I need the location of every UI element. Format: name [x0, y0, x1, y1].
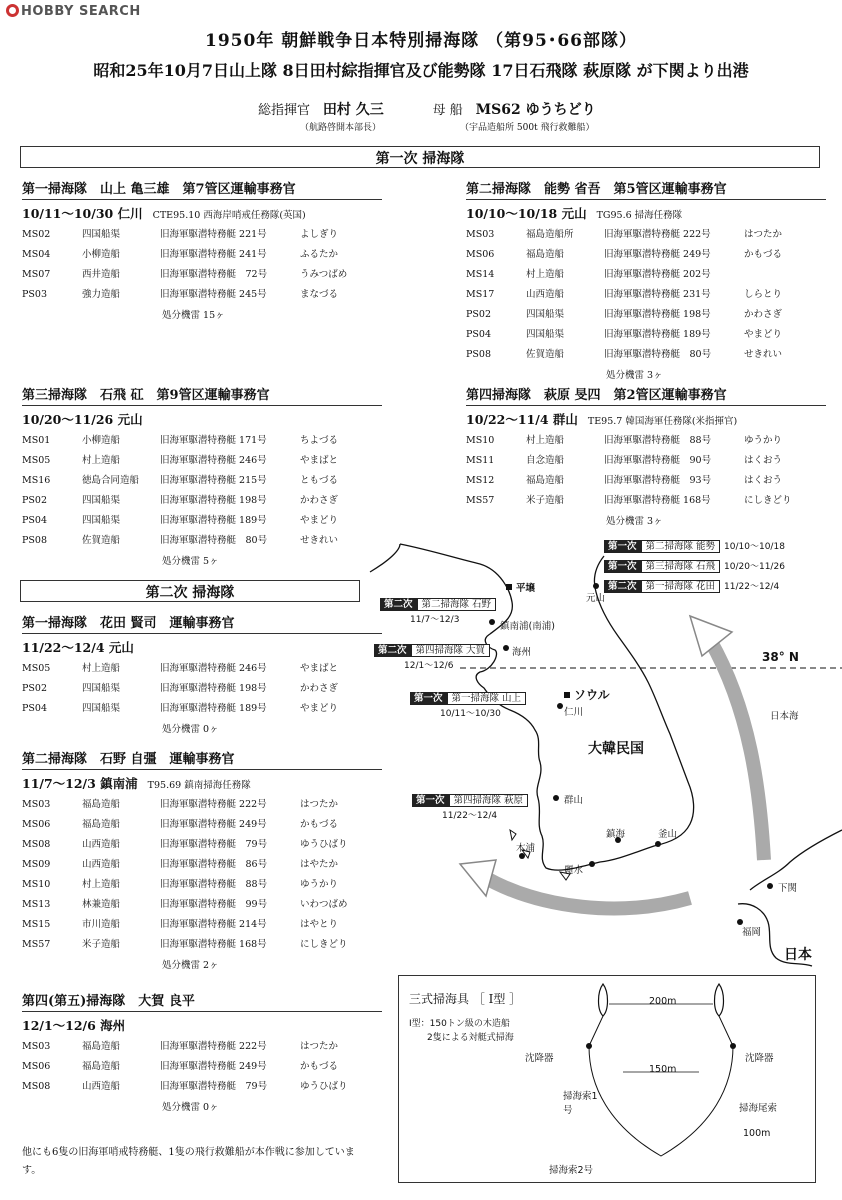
ship-id: MS03 [22, 799, 51, 810]
first-wave-banner: 第一次 掃海隊 [20, 146, 820, 168]
ship-yard: 市川造船 [82, 919, 121, 930]
second-wave-unit-2 [22, 748, 382, 971]
ship-list [22, 225, 382, 305]
ship-row [22, 699, 382, 719]
unit-task-force: CTE95.10 西海岸哨戒任務隊(英国) [152, 210, 306, 221]
map-tag-unit: 第一掃海隊 山上 [447, 692, 527, 705]
mines-disposed: 処分機雷 0ヶ [162, 1102, 219, 1113]
map-tag-wave: 第二次 [374, 644, 411, 657]
ship-yard: 村上造船 [526, 269, 565, 280]
first-wave-unit-3 [22, 384, 382, 567]
unit-period [22, 204, 382, 222]
ship-name: ゆうかり [744, 435, 783, 446]
ship-name: せきれい [300, 535, 339, 546]
map-tag [380, 596, 496, 625]
map-tag-unit: 第二掃海隊 石野 [417, 598, 497, 611]
ship-id: PS04 [22, 515, 47, 526]
ship-yard: 四国船渠 [82, 703, 121, 714]
map-tag-wave: 第一次 [410, 692, 447, 705]
ship-name: いわつばめ [300, 899, 348, 910]
place-sea-of-japan: 日本海 [770, 711, 799, 722]
unit-heading: 第一掃海隊 花田 賢司 運輸事務官 [22, 612, 382, 634]
ship-type: 旧海軍駆潜特務艇 79号 [160, 1081, 268, 1092]
ship-id: MS09 [22, 859, 51, 870]
ship-row [22, 265, 382, 285]
map-tag-dates: 11/22～12/4 [724, 582, 780, 592]
ship-row [22, 795, 382, 815]
ship-row [22, 835, 382, 855]
ship-type: 旧海軍駆潜特務艇 99号 [160, 899, 268, 910]
ship-id: MS10 [466, 435, 495, 446]
ship-row [22, 875, 382, 895]
ship-type: 旧海軍駆潜特務艇 249号 [160, 819, 267, 830]
diagram-sinker-right: 沈降器 [745, 1053, 774, 1064]
mines-disposed: 処分機雷 3ヶ [606, 370, 663, 381]
ship-yard: 福島造船所 [526, 229, 574, 240]
ship-type: 旧海軍駆潜特務艇 241号 [160, 249, 267, 260]
map-tag-dates: 12/1～12/6 [404, 661, 454, 671]
ship-yard: 福島造船 [82, 1061, 121, 1072]
ship-id: PS04 [22, 703, 47, 714]
ship-name: はくおう [744, 455, 783, 466]
diagram-tail-length: 100m [743, 1128, 771, 1139]
ship-type: 旧海軍駆潜特務艇 214号 [160, 919, 267, 930]
ship-list [466, 431, 826, 511]
place-pyongyang: 平壌 [516, 583, 536, 594]
logo-ring-icon [6, 4, 19, 17]
ship-id: MS57 [22, 939, 51, 950]
ship-type: 旧海軍駆潜特務艇 198号 [160, 683, 267, 694]
map-tag-wave: 第一次 [412, 794, 449, 807]
mines-disposed: 処分機雷 2ヶ [162, 960, 219, 971]
ship-row [22, 855, 382, 875]
place-busan: 釜山 [658, 829, 678, 840]
map-tag-unit: 第四掃海隊 萩原 [449, 794, 529, 807]
ship-type: 旧海軍駆潜特務艇 198号 [604, 309, 711, 320]
map-tag-dates: 10/20～11/26 [724, 562, 785, 572]
unit-task-force: T95.69 鎮南掃海任務隊 [147, 780, 251, 791]
ship-id: PS03 [22, 289, 47, 300]
ship-row [22, 1037, 382, 1057]
map-tag-unit: 第四掃海隊 大賀 [411, 644, 491, 657]
ship-type: 旧海軍駆潜特務艇 168号 [604, 495, 711, 506]
sweep-gear-drawing [399, 976, 817, 1184]
ship-type: 旧海軍駆潜特務艇 246号 [160, 663, 267, 674]
ship-id: MS04 [22, 249, 51, 260]
ship-id: PS08 [22, 535, 47, 546]
ship-row [466, 325, 826, 345]
ship-type: 旧海軍駆潜特務艇 189号 [604, 329, 711, 340]
ship-id: MS03 [22, 1041, 51, 1052]
unit-period-text: 12/1～12/6 海州 [22, 1018, 126, 1033]
ship-type: 旧海軍駆潜特務艇 171号 [160, 435, 267, 446]
ship-yard: 四国船渠 [82, 683, 121, 694]
diagram-desc-1: I型：150トン級の木造船 [409, 1019, 510, 1029]
ship-type: 旧海軍駆潜特務艇 80号 [604, 349, 712, 360]
ship-id: MS06 [22, 819, 51, 830]
ship-name: ふるたか [300, 249, 339, 260]
ship-type: 旧海軍駆潜特務艇 72号 [160, 269, 268, 280]
ship-name: ともづる [300, 475, 339, 486]
ship-id: MS05 [22, 663, 51, 674]
map-tag [604, 538, 785, 552]
ship-yard: 福島造船 [526, 475, 565, 486]
ship-list [22, 659, 382, 719]
ship-id: MS17 [466, 289, 495, 300]
unit-period-text: 10/20～11/26 元山 [22, 412, 143, 427]
first-wave-unit-1 [22, 178, 382, 321]
ship-type: 旧海軍駆潜特務艇 202号 [604, 269, 711, 280]
ship-row [22, 531, 382, 551]
ship-name: はつたか [744, 229, 783, 240]
commander-note: （航路啓開本部長） [300, 123, 382, 133]
ship-row [22, 431, 382, 451]
unit-period-text: 10/11～10/30 仁川 [22, 206, 143, 221]
ship-name: にしきどり [744, 495, 792, 506]
diagram-width-mid: 150m [649, 1064, 677, 1075]
ship-type: 旧海軍駆潜特務艇 80号 [160, 535, 268, 546]
map-tag-wave: 第二次 [380, 598, 417, 611]
place-mokpo: 木浦 [516, 843, 536, 854]
map-tag [604, 578, 779, 592]
mines-disposed: 処分機雷 3ヶ [606, 516, 663, 527]
map-tag-unit: 第二掃海隊 能勢 [641, 540, 721, 553]
place-38-parallel: 38° N [762, 650, 799, 664]
ship-name: うみつばめ [300, 269, 348, 280]
ship-row [466, 285, 826, 305]
ship-name: にしきどり [300, 939, 348, 950]
ship-id: MS06 [466, 249, 495, 260]
diagram-sweep-1: 掃海索1号 [563, 1091, 598, 1116]
ship-yard: 強力造船 [82, 289, 121, 300]
ship-row [22, 815, 382, 835]
ship-type: 旧海軍駆潜特務艇 198号 [160, 495, 267, 506]
ship-type: 旧海軍駆潜特務艇 88号 [160, 879, 268, 890]
ship-yard: 山西造船 [82, 1081, 121, 1092]
sweep-gear-diagram [398, 975, 816, 1183]
ship-yard: 四国船渠 [526, 309, 565, 320]
ship-name: やまばと [300, 663, 339, 674]
ship-type: 旧海軍駆潜特務艇 93号 [604, 475, 712, 486]
unit-heading: 第二掃海隊 石野 自彊 運輸事務官 [22, 748, 382, 770]
ship-name: はつたか [300, 799, 339, 810]
ship-id: MS16 [22, 475, 51, 486]
ship-id: PS02 [466, 309, 491, 320]
ship-type: 旧海軍駆潜特務艇 86号 [160, 859, 268, 870]
diagram-desc-2: 2隻による対艇式掃海 [427, 1033, 514, 1043]
map-tag-dates: 11/22～12/4 [442, 811, 498, 821]
place-shimonoseki: 下関 [778, 883, 798, 894]
mines-disposed: 処分機雷 5ヶ [162, 556, 219, 567]
place-haeju: 海州 [512, 647, 532, 658]
map-tag-unit: 第三掃海隊 石飛 [641, 560, 721, 573]
ship-row [22, 679, 382, 699]
ship-name: やまどり [300, 515, 339, 526]
mothership-note: （宇品造船所 500t 飛行救難船） [460, 123, 595, 133]
operations-map [360, 530, 842, 970]
ship-yard: 四国船渠 [82, 229, 121, 240]
ship-id: MS05 [22, 455, 51, 466]
place-korea: 大韓民国 [588, 741, 644, 757]
ship-id: MS08 [22, 839, 51, 850]
ship-row [22, 1077, 382, 1097]
ship-row [466, 345, 826, 365]
ship-yard: 四国船渠 [82, 515, 121, 526]
ship-id: MS07 [22, 269, 51, 280]
ship-yard: 四国船渠 [82, 495, 121, 506]
place-incheon: 仁川 [564, 707, 584, 718]
map-tag [410, 690, 526, 719]
page-title: 1950年 朝鮮戦争日本特別掃海隊 （第95･66部隊） [205, 31, 637, 51]
ship-type: 旧海軍駆潜特務艇 79号 [160, 839, 268, 850]
ship-list [22, 1037, 382, 1097]
ship-yard: 米子造船 [82, 939, 121, 950]
ship-type: 旧海軍駆潜特務艇 88号 [604, 435, 712, 446]
unit-heading: 第四(第五)掃海隊 大賀 良平 [22, 990, 382, 1012]
ship-row [22, 451, 382, 471]
ship-list [22, 431, 382, 551]
ship-name: かもづる [744, 249, 783, 260]
ship-row [466, 225, 826, 245]
ship-name: かもづる [300, 819, 339, 830]
ship-id: MS02 [22, 229, 51, 240]
ship-yard: 村上造船 [82, 455, 121, 466]
ship-name: やまどり [744, 329, 783, 340]
ship-row [22, 915, 382, 935]
first-wave-unit-2 [466, 178, 826, 381]
place-yeosu: 麗水 [564, 865, 584, 876]
ship-type: 旧海軍駆潜特務艇 245号 [160, 289, 267, 300]
diagram-tail: 掃海尾索 [739, 1103, 778, 1114]
ship-row [466, 431, 826, 451]
unit-period [22, 410, 382, 428]
ship-type: 旧海軍駆潜特務艇 222号 [604, 229, 711, 240]
unit-period [22, 1016, 382, 1034]
ship-yard: 村上造船 [526, 435, 565, 446]
ship-id: PS02 [22, 495, 47, 506]
mines-disposed: 処分機雷 0ヶ [162, 724, 219, 735]
place-seoul: ソウル [574, 688, 610, 702]
ship-type: 旧海軍駆潜特務艇 222号 [160, 799, 267, 810]
ship-id: MS11 [466, 455, 495, 466]
ship-yard: 小柳造船 [82, 249, 121, 260]
ship-yard: 佐賀造船 [526, 349, 565, 360]
map-tag-dates: 11/7～12/3 [410, 615, 460, 625]
place-fukuoka: 福岡 [742, 927, 762, 938]
ship-name: しらとり [744, 289, 783, 300]
ship-row [22, 471, 382, 491]
unit-period-text: 11/7～12/3 鎮南浦 [22, 776, 138, 791]
ship-yard: 西井造船 [82, 269, 121, 280]
place-gunsan: 群山 [564, 795, 584, 806]
ship-yard: 小柳造船 [82, 435, 121, 446]
ship-name: ゆうひばり [300, 1081, 348, 1092]
ship-id: MS08 [22, 1081, 51, 1092]
ship-type: 旧海軍駆潜特務艇 221号 [160, 229, 267, 240]
place-wonsan: 元山 [586, 593, 606, 604]
ship-name: やまどり [300, 703, 339, 714]
map-tag [412, 792, 528, 821]
ship-type: 旧海軍駆潜特務艇 249号 [160, 1061, 267, 1072]
ship-type: 旧海軍駆潜特務艇 249号 [604, 249, 711, 260]
ship-yard: 福島造船 [526, 249, 565, 260]
unit-period [22, 638, 382, 656]
ship-id: MS10 [22, 879, 51, 890]
unit-period [466, 204, 826, 222]
ship-list [22, 795, 382, 955]
unit-heading: 第四掃海隊 萩原 旻四 第2管区運輸事務官 [466, 384, 826, 406]
unit-task-force: TE95.7 韓国海軍任務隊(米指揮官) [587, 416, 738, 427]
ship-type: 旧海軍駆潜特務艇 222号 [160, 1041, 267, 1052]
ship-row [466, 451, 826, 471]
diagram-title: 三式掃海具 ［ I型 ］ [409, 992, 522, 1006]
ship-id: PS04 [466, 329, 491, 340]
map-tag [604, 558, 785, 572]
ship-yard: 米子造船 [526, 495, 565, 506]
ship-name: やまばと [300, 455, 339, 466]
ship-row [22, 659, 382, 679]
ship-name: ゆうかり [300, 879, 339, 890]
map-tag-wave: 第二次 [604, 580, 641, 593]
ship-row [466, 471, 826, 491]
ship-row [22, 511, 382, 531]
ship-yard: 徳島合同造船 [82, 475, 140, 486]
diagram-sinker-left: 沈降器 [525, 1053, 554, 1064]
ship-name: ちよづる [300, 435, 339, 446]
ship-row [22, 895, 382, 915]
ship-yard: 林兼造船 [82, 899, 121, 910]
ship-row [22, 285, 382, 305]
ship-yard: 山西造船 [82, 859, 121, 870]
map-tag-dates: 10/11～10/30 [440, 709, 501, 719]
ship-yard: 自念造船 [526, 455, 565, 466]
ship-type: 旧海軍駆潜特務艇 246号 [160, 455, 267, 466]
ship-id: MS14 [466, 269, 495, 280]
ship-row [466, 305, 826, 325]
unit-period [22, 774, 382, 792]
site-logo: HOBBY SEARCH [6, 4, 141, 19]
place-chinnampo: 鎮南浦(南浦) [500, 621, 555, 632]
ship-yard: 村上造船 [82, 879, 121, 890]
ship-id: MS06 [22, 1061, 51, 1072]
ship-name: はつたか [300, 1041, 339, 1052]
ship-name: はくおう [744, 475, 783, 486]
ship-yard: 福島造船 [82, 819, 121, 830]
ship-type: 旧海軍駆潜特務艇 231号 [604, 289, 711, 300]
map-tag-unit: 第一掃海隊 花田 [641, 580, 721, 593]
ship-name: はやとり [300, 919, 339, 930]
ship-row [466, 245, 826, 265]
ship-row [466, 265, 826, 285]
ship-id: MS12 [466, 475, 495, 486]
ship-row [22, 491, 382, 511]
footnote: 他にも6隻の旧海軍哨戒特務艇、1隻の飛行救難船が本作戦に参加しています。 [22, 1147, 355, 1176]
unit-heading: 第三掃海隊 石飛 矼 第9管区運輸事務官 [22, 384, 382, 406]
ship-list [466, 225, 826, 365]
ship-row [22, 935, 382, 955]
ship-name: かわさぎ [744, 309, 783, 320]
ship-row [466, 491, 826, 511]
unit-heading: 第二掃海隊 能勢 省吾 第5管区運輸事務官 [466, 178, 826, 200]
mines-disposed: 処分機雷 15ヶ [162, 310, 225, 321]
ship-row [22, 225, 382, 245]
ship-row [22, 245, 382, 265]
map-tag-wave: 第一次 [604, 540, 641, 553]
ship-type: 旧海軍駆潜特務艇 90号 [604, 455, 712, 466]
map-tag [374, 642, 490, 671]
ship-yard: 山西造船 [526, 289, 565, 300]
unit-task-force: TG95.6 掃海任務隊 [596, 210, 683, 221]
ship-name: かわさぎ [300, 683, 339, 694]
second-wave-unit-3 [22, 990, 382, 1113]
ship-name: ゆうひばり [300, 839, 348, 850]
ship-yard: 四国船渠 [526, 329, 565, 340]
ship-yard: 福島造船 [82, 1041, 121, 1052]
ship-type: 旧海軍駆潜特務艇 215号 [160, 475, 267, 486]
ship-id: MS01 [22, 435, 51, 446]
unit-period-text: 11/22～12/4 元山 [22, 640, 134, 655]
unit-heading: 第一掃海隊 山上 亀三雄 第7管区運輸事務官 [22, 178, 382, 200]
ship-type: 旧海軍駆潜特務艇 168号 [160, 939, 267, 950]
ship-name: よしぎり [300, 229, 339, 240]
ship-name: はやたか [300, 859, 339, 870]
map-tag-wave: 第一次 [604, 560, 641, 573]
ship-name: かもづる [300, 1061, 339, 1072]
ship-name: かわさぎ [300, 495, 339, 506]
diagram-width-top: 200m [649, 996, 677, 1007]
page-subtitle: 昭和25年10月7日山上隊 8日田村綜指揮官及び能勢隊 17日石飛隊 萩原隊 が下関より出港 [93, 61, 749, 80]
unit-period-text: 10/22～11/4 群山 [466, 412, 578, 427]
place-japan: 日本 [784, 947, 812, 963]
ship-yard: 福島造船 [82, 799, 121, 810]
place-jinhae: 鎮海 [606, 829, 626, 840]
second-wave-unit-1 [22, 612, 382, 735]
unit-period-text: 10/10～10/18 元山 [466, 206, 587, 221]
unit-period [466, 410, 826, 428]
ship-row [22, 1057, 382, 1077]
ship-yard: 佐賀造船 [82, 535, 121, 546]
ship-name: まなづる [300, 289, 339, 300]
ship-id: MS57 [466, 495, 495, 506]
ship-yard: 山西造船 [82, 839, 121, 850]
ship-id: MS03 [466, 229, 495, 240]
ship-id: PS02 [22, 683, 47, 694]
ship-id: MS13 [22, 899, 51, 910]
first-wave-unit-4 [466, 384, 826, 527]
ship-id: MS15 [22, 919, 51, 930]
commander-line: 総指揮官 田村 久三 母 船 MS62 ゆうちどり [258, 102, 596, 118]
ship-id: PS08 [466, 349, 491, 360]
ship-type: 旧海軍駆潜特務艇 189号 [160, 703, 267, 714]
ship-type: 旧海軍駆潜特務艇 189号 [160, 515, 267, 526]
ship-yard: 村上造船 [82, 663, 121, 674]
map-tag-dates: 10/10～10/18 [724, 542, 785, 552]
diagram-sweep-2: 掃海索2号 [549, 1165, 594, 1176]
second-wave-banner: 第二次 掃海隊 [20, 580, 360, 602]
ship-name: せきれい [744, 349, 783, 360]
